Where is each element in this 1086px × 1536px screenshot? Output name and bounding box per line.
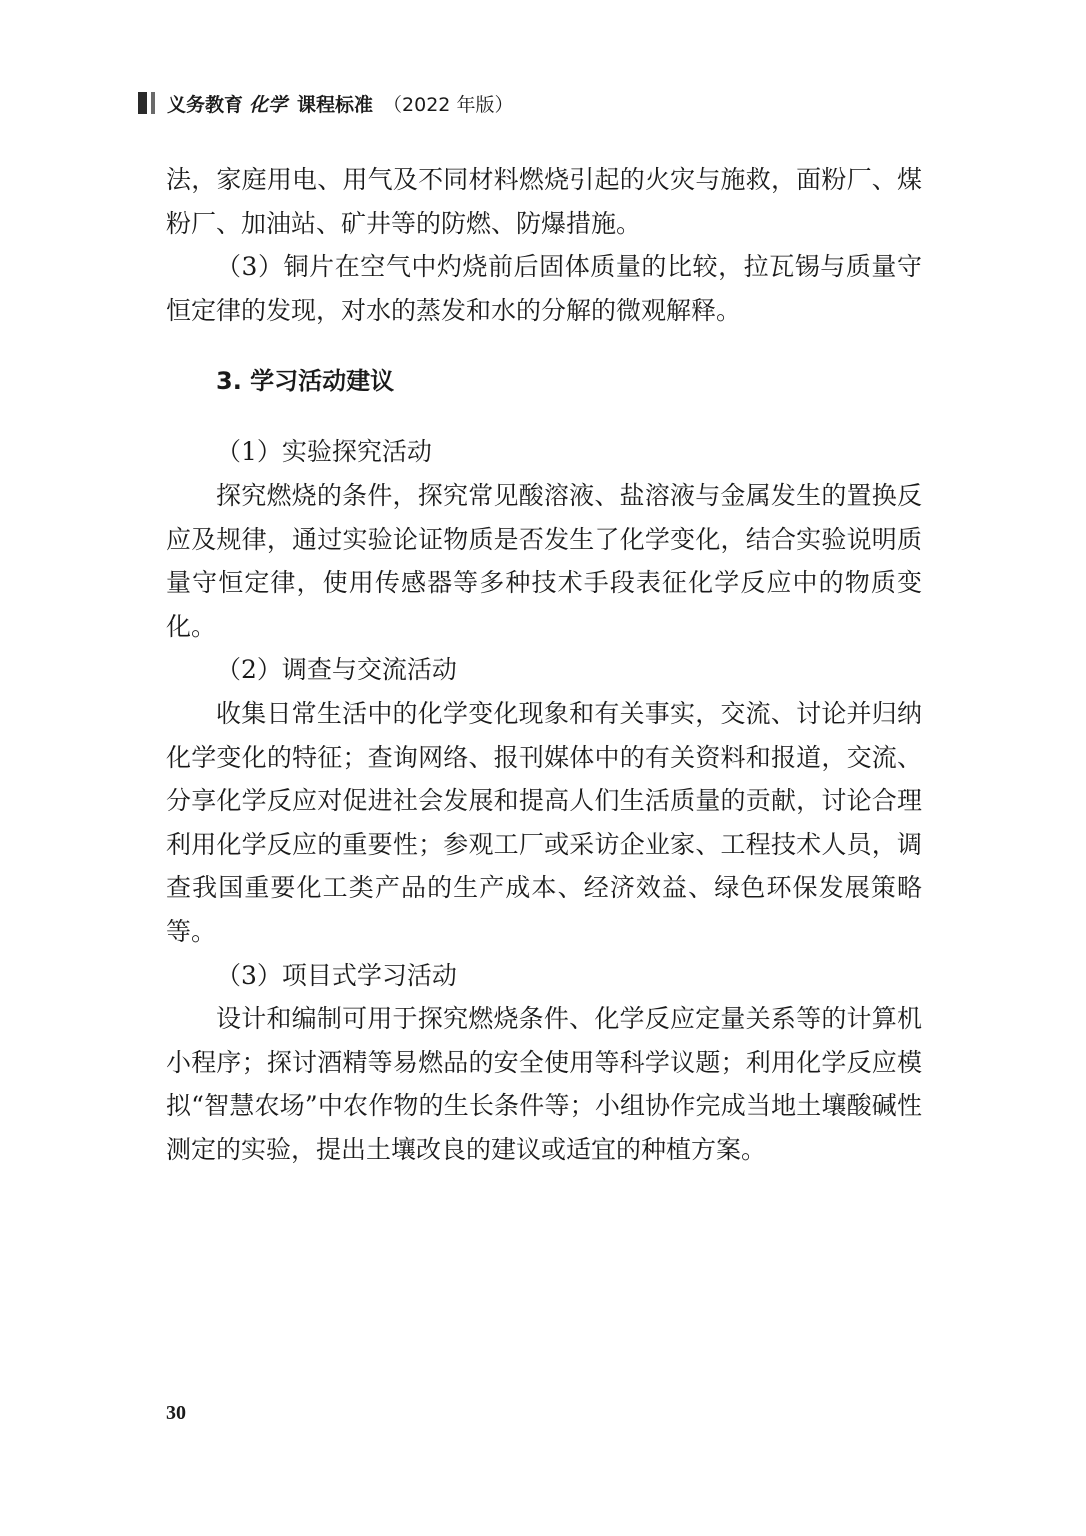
header-series: 义务教育 [167, 93, 244, 116]
header-edition: （2022 年版） [383, 93, 514, 116]
activity-title-3: （3）项目式学习活动 [216, 960, 457, 990]
running-header [138, 88, 513, 118]
header-bar-icon [138, 92, 155, 114]
activity-text-1: 探究燃烧的条件，探究常见酸溶液、盐溶液与金属发生的置换反应及规律，通过实验论证物质是否发生了化学变化，结合实验说明质量守恒定律，使用传感器等多种技术手段表征化学反应中的物质变化。 [166, 480, 922, 641]
activity-title-2: （2）调查与交流活动 [216, 655, 457, 685]
paragraph-item-3: （3）铜片在空气中灼烧前后固体质量的比较，拉瓦锡与质量守恒定律的发现，对水的蒸发和水的分解的微观解释。 [166, 252, 922, 325]
page-body [166, 158, 922, 1171]
activity-title-1: （1）实验探究活动 [216, 437, 432, 467]
activity-text-3: 设计和编制可用于探究燃烧条件、化学反应定量关系等的计算机小程序；探讨酒精等易燃品的安全使用等科学议题；利用化学反应模拟“智慧农场”中农作物的生长条件等；小组协作完成当地土壤酸碱性测定的实验，提出土壤改良的建议或适宜的种植方案。 [166, 1004, 922, 1164]
header-subject: 化学 [249, 93, 288, 116]
page-number: 30 [166, 1402, 186, 1424]
paragraph-continued: 法，家庭用电、用气及不同材料燃烧引起的火灾与施救，面粉厂、煤粉厂、加油站、矿井等的防燃、防爆措施。 [166, 165, 922, 238]
section-title: 3. 学习活动建议 [216, 367, 395, 396]
header-title: 课程标准 [297, 93, 374, 116]
activity-text-2: 收集日常生活中的化学变化现象和有关事实，交流、讨论并归纳化学变化的特征；查询网络、报刊媒体中的有关资料和报道，交流、分享化学反应对促进社会发展和提高人们生活质量的贡献，讨论合理利用化学反应的重要性；参观工厂或采访企业家、工程技术人员，调查我国重要化工类产品的生产成本、经济效益、绿色环保发展策略等。 [166, 698, 922, 946]
